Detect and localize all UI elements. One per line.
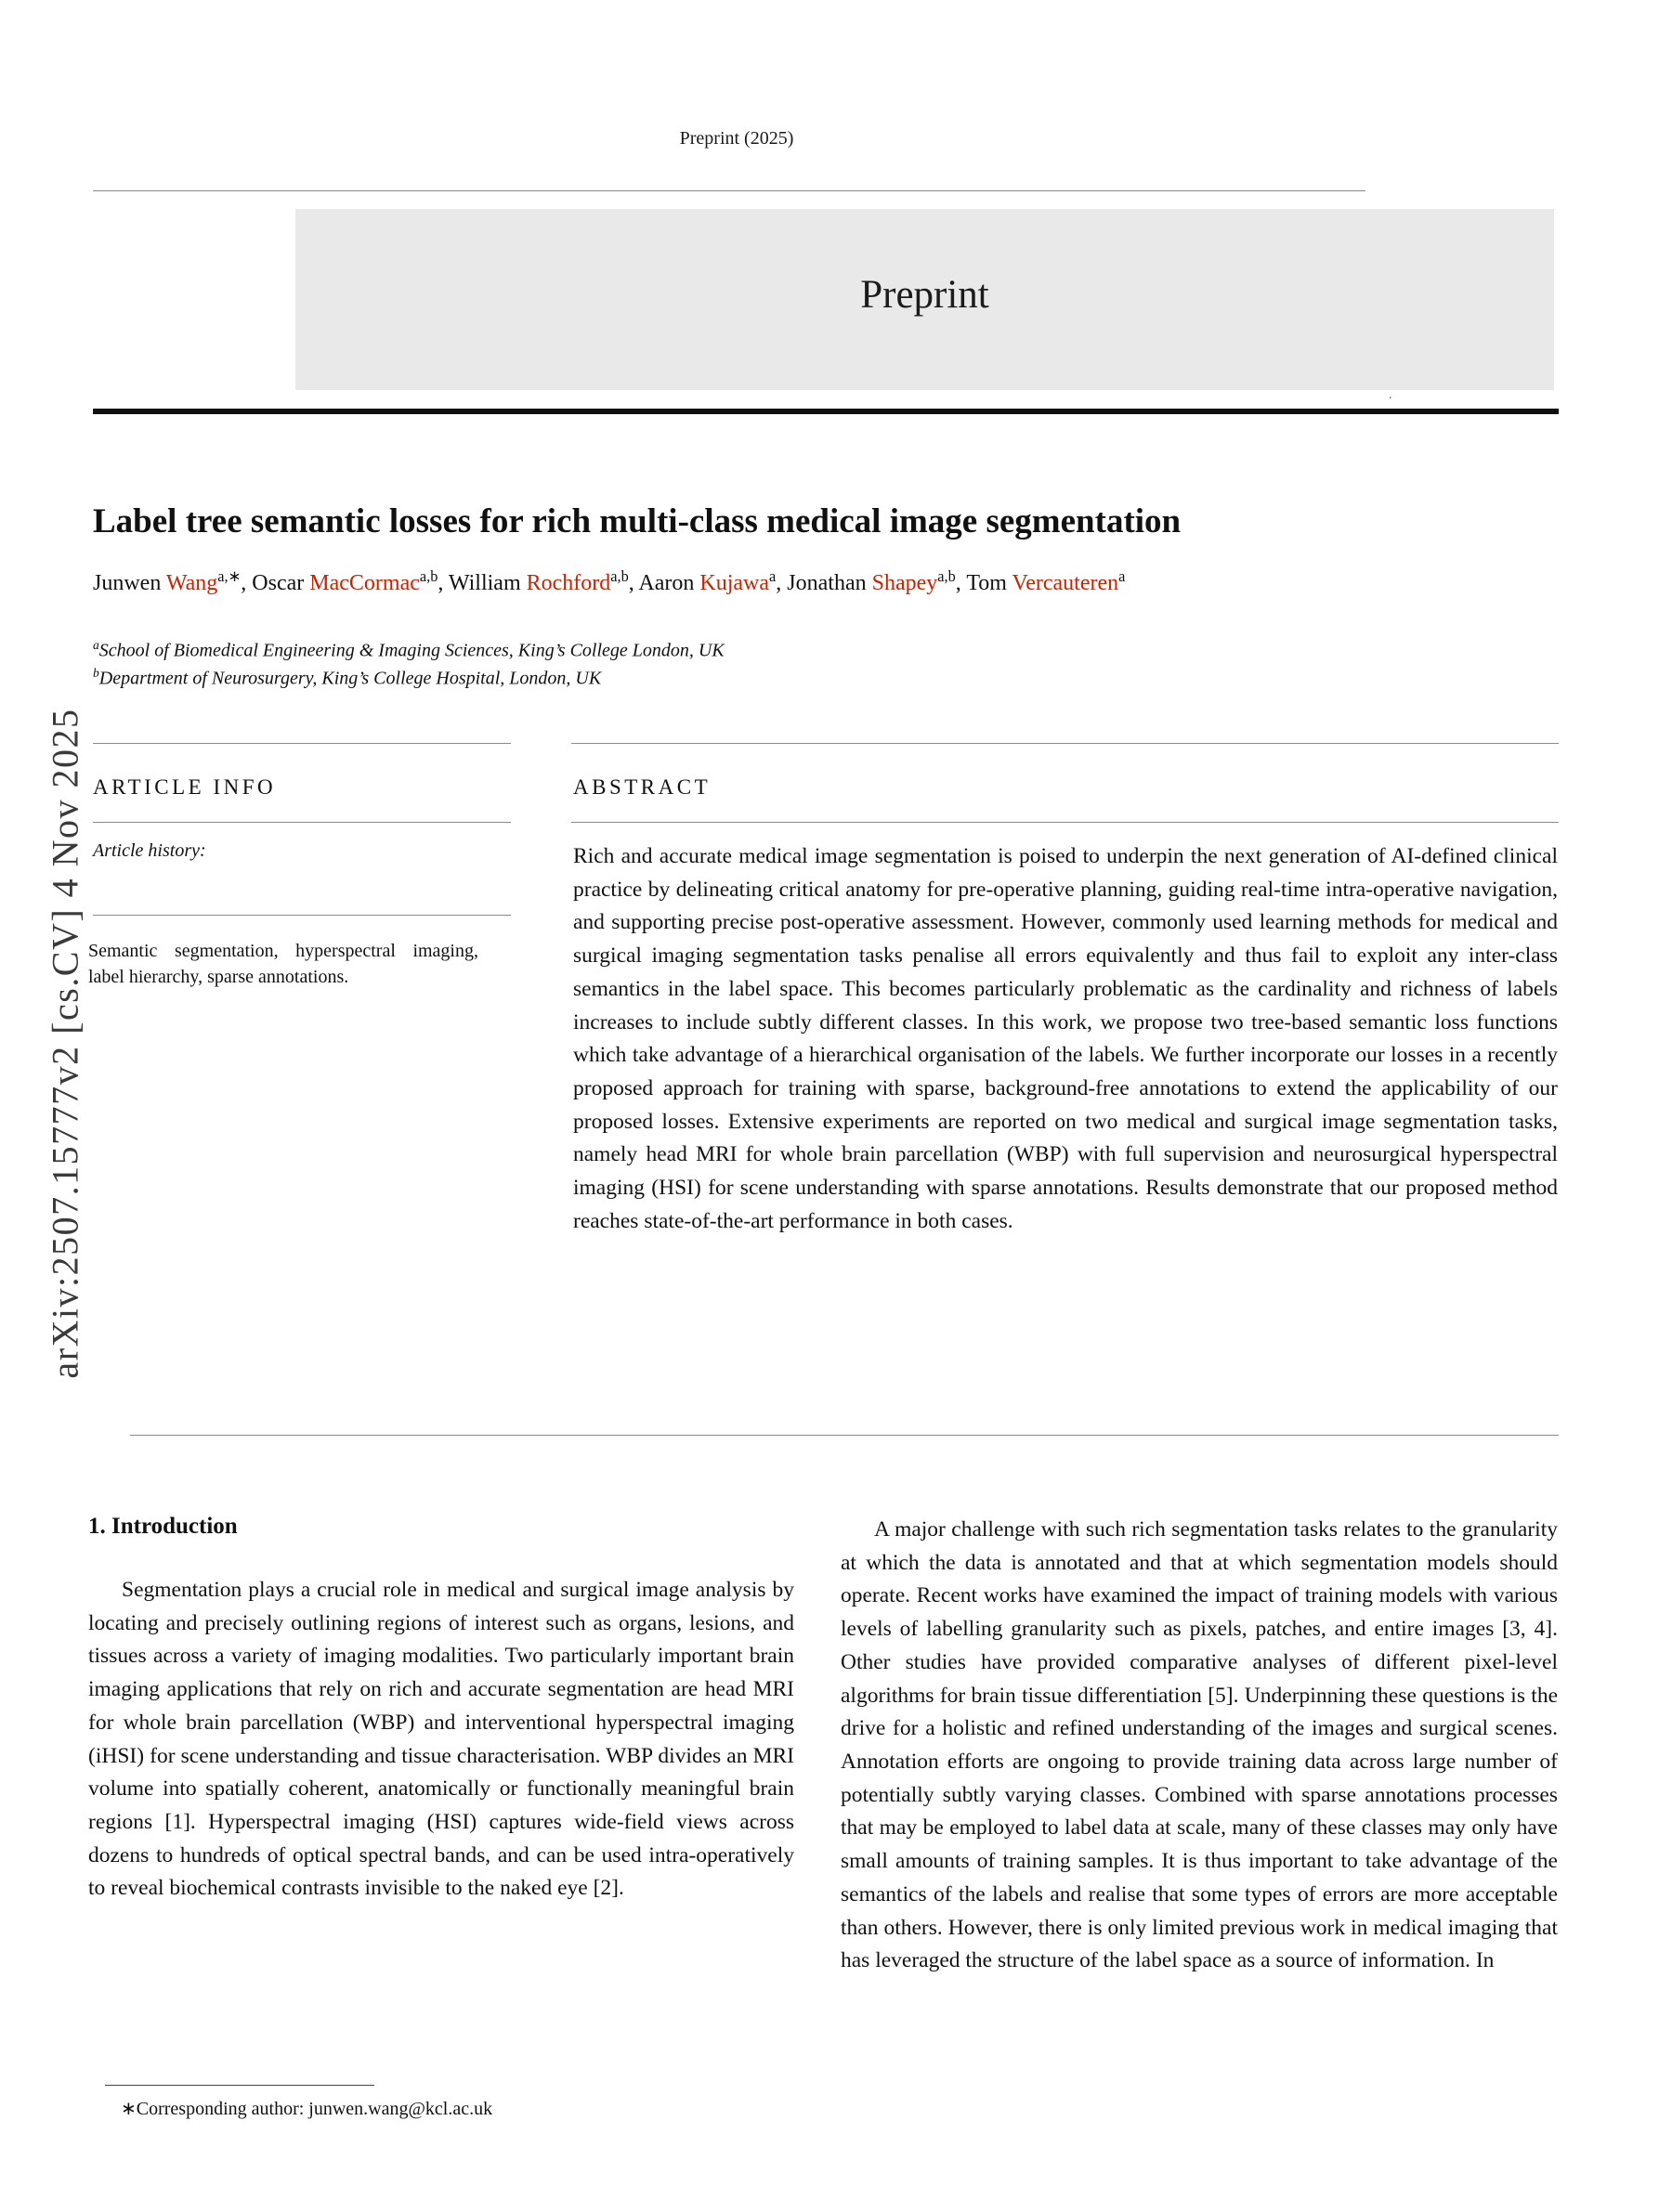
- info-rule-bottom: [93, 915, 511, 916]
- section-heading-introduction: 1. Introduction: [88, 1514, 238, 1539]
- logo-trailing-dot: .: [1389, 388, 1392, 402]
- info-rule-top: [93, 743, 511, 744]
- running-head: Preprint (2025): [679, 128, 794, 149]
- body-column-left: Segmentation plays a crucial role in medical and surgical image analysis by locating and precisely outlining regions of interest such as organs, lesions, and tissues across a variety of imaging modalities. Two particularly important brain imaging applications that rely on rich and accurate segmentation are head MRI for whole brain parcellation (WBP) and interventional hyperspectral imaging (iHSI) for scene understanding and tissue characterisation. WBP divides an MRI volume into spatially coherent, anatomically or functionally meaningful brain regions [1]. Hyperspectral imaging (HSI) captures wide-field views across dozens to hundreds of optical spectral bands, and can be used intra-operatively to reveal biochemical contrasts invisible to the naked eye [2].: [88, 1578, 794, 1901]
- corresponding-author-footnote: ∗Corresponding author: junwen.wang@kcl.ac.uk: [121, 2099, 493, 2119]
- journal-logo-box: [295, 209, 1554, 390]
- arxiv-identifier-stamp: arXiv:2507.15777v2 [cs.CV] 4 Nov 2025: [44, 708, 86, 1379]
- author-list: Junwen Wang$^{a,∗}$, Oscar MacCormac$^{a,b}$, William Rochford$^{a,b}$, Aaron Kujawa$^a$, Jonathan Shapey$^{a,b}$, Tom Vercauteren$^a$: [93, 567, 1126, 595]
- abstract-text: Rich and accurate medical image segmentation is poised to underpin the next generation of AI-defined clinical practice by delineating critical anatomy for pre-operative planning, guiding real-time intra-operative navigation, and supporting precise post-operative assessment. However, commonly used learning methods for medical and surgical imaging segmentation tasks penalise all errors equivalently and thus fail to exploit any inter-class semantics in the label space. This becomes particularly problematic as the cardinality and richness of labels increases to include subtly different classes. In this work, we propose two tree-based semantic loss functions which take advantage of a hierarchical organisation of the labels. We further incorporate our losses in a recently proposed approach for training with sparse, background-free annotations to extend the applicability of our proposed losses. Extensive experiments are reported on two medical and surgical image segmentation tasks, namely head MRI for whole brain parcellation (WBP) with full supervision and neurosurgical hyperspectral imaging (HSI) for scene understanding with sparse annotations. Results demonstrate that our proposed method reaches state-of-the-art performance in both cases.: [573, 844, 1558, 1233]
- affiliation-list: $^a$School of Biomedical Engineering & Imaging Sciences, King’s College London, UK $^b$Department of Neurosurgery, King’s College Hospital, London, UK: [93, 638, 725, 689]
- keywords-list: Semantic segmentation, hyperspectral imaging, label hierarchy, sparse annotations.: [88, 941, 478, 988]
- info-rule-mid: [93, 822, 511, 823]
- body-column-right: A major challenge with such rich segmentation tasks relates to the granularity at which the data is annotated and that at which segmentation models should operate. Recent works have examined the impact of training models with various levels of labelling granularity such as pixels, patches, and entire images [3, 4]. Other studies have provided comparative analyses of different pixel-level algorithms for brain tissue differentiation [5]. Underpinning these questions is the drive for a holistic and refined understanding of the images and surgical scenes. Annotation efforts are ongoing to provide training data across large number of potentially subtly varying classes. Combined with sparse annotations processes that may be employed to label data at scale, many of these classes may only have small amounts of training samples. It is thus important to take advantage of the semantics of the labels and realise that some types of errors are more acceptable than others. However, there is only limited previous work in medical imaging that has leveraged the structure of the label space as a source of information. In: [841, 1517, 1558, 1973]
- page-title: Label tree semantic losses for rich multi-class medical image segmentation: [93, 501, 1182, 540]
- abstract-rule-bottom: [130, 1435, 1559, 1436]
- header-rule-thick: [93, 409, 1559, 414]
- footnote-separator: [105, 2085, 374, 2086]
- article-info-heading: ARTICLE INFO: [93, 775, 277, 799]
- journal-logo-text: Preprint: [860, 273, 989, 317]
- abstract-rule-top: [571, 743, 1559, 744]
- article-history-label: Article history:: [93, 840, 206, 861]
- header-rule-top: [93, 190, 1365, 191]
- abstract-heading: ABSTRACT: [573, 775, 712, 799]
- abstract-rule-mid: [571, 822, 1559, 823]
